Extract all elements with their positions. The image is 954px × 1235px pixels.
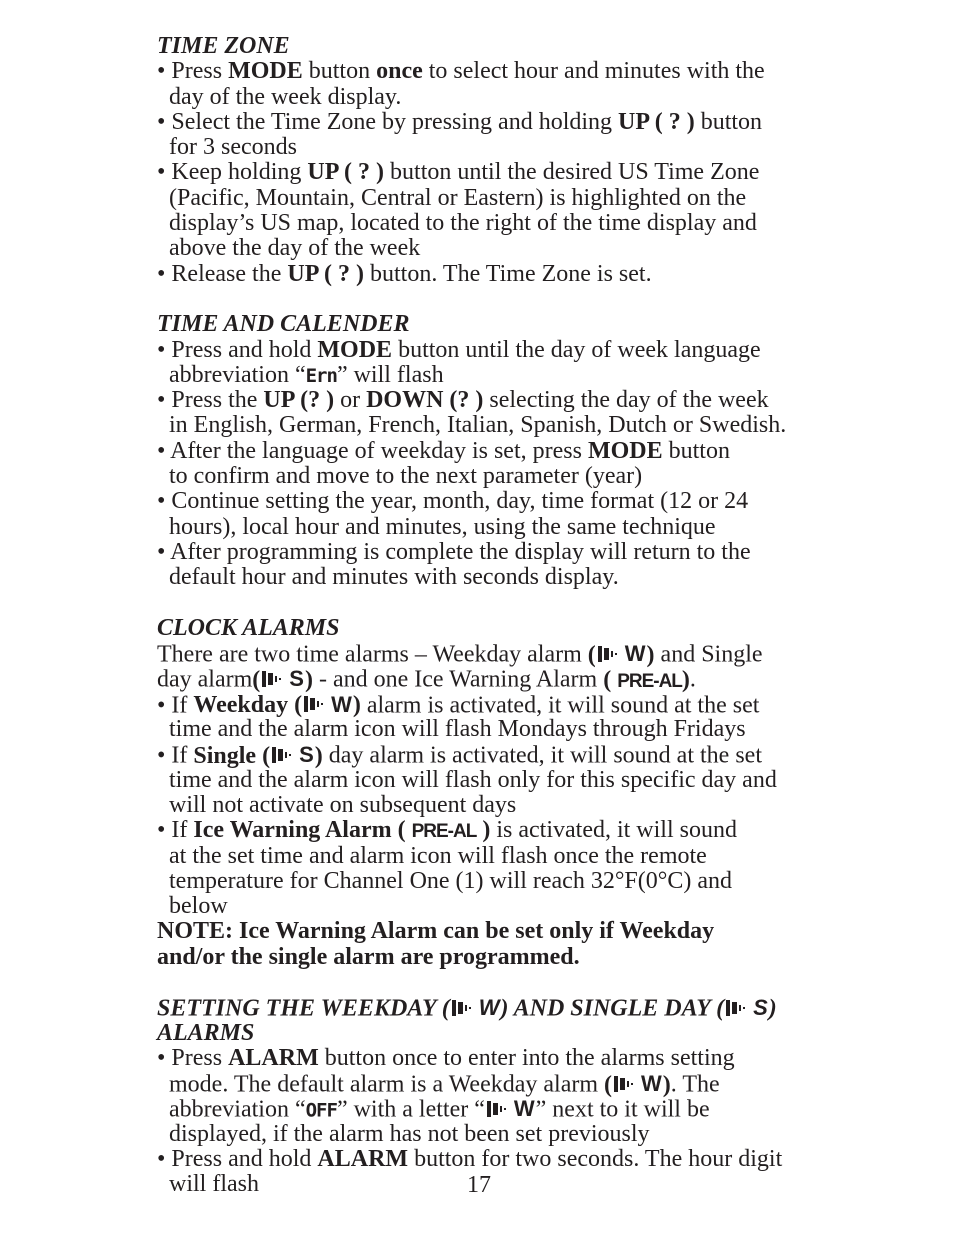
bullet-item: • If Single ( S ) day alarm is activated, it will sound at the set — [157, 742, 762, 769]
bullet-continuation: displayed, if the alarm has not been set previously — [169, 1120, 650, 1147]
bullet-continuation: will flash — [169, 1171, 259, 1198]
weekday-alarm-icon: W — [613, 1071, 662, 1096]
bullet-item: • After programming is complete the display will return to the — [157, 538, 751, 565]
bullet-continuation: time and the alarm icon will flash only for this specific day and — [169, 766, 777, 793]
bullet-item: • If Ice Warning Alarm ( PRE-AL ) is activated, it will sound — [157, 817, 737, 844]
paragraph-line: day alarm( S ) - and one Ice Warning Alarm ( PRE-AL). — [157, 666, 696, 694]
single-alarm-icon: S — [271, 742, 314, 767]
bullet-continuation: day of the week display. — [169, 83, 402, 110]
bullet-continuation: for 3 seconds — [169, 134, 297, 161]
bullet-item: • Keep holding UP ( ? ) button until the desired US Time Zone — [157, 159, 760, 186]
bullet-item: • Press the UP (? ) or DOWN (? ) selecting the day of the week — [157, 387, 769, 414]
bullet-item: • Select the Time Zone by pressing and holding UP ( ? ) button — [157, 108, 763, 135]
section-heading-time-calendar: TIME AND CALENDER — [157, 311, 410, 338]
bullet-item: • If Weekday ( W ) alarm is activated, it will sound at the set — [157, 691, 760, 719]
weekday-alarm-icon: W — [303, 692, 352, 717]
bullet-item: • Release the UP ( ? ) button. The Time Zone is set. — [157, 260, 652, 287]
bullet-item: • After the language of weekday is set, press MODE button — [157, 437, 730, 464]
bullet-continuation: to confirm and move to the next parameter (year) — [169, 463, 643, 490]
weekday-alarm-icon: W — [597, 641, 646, 666]
single-alarm-icon: S — [725, 995, 768, 1020]
spacer — [157, 591, 837, 616]
bullet-continuation: mode. The default alarm is a Weekday alarm ( W ). The — [169, 1071, 720, 1098]
lcd-off-display: OFF — [305, 1100, 337, 1123]
bullet-continuation: abbreviation “OFF” with a letter “ W ” next to it will be — [169, 1096, 710, 1124]
bullet-continuation: in English, German, French, Italian, Spanish, Dutch or Swedish. — [169, 412, 787, 439]
weekday-alarm-icon: W — [486, 1096, 535, 1121]
weekday-alarm-icon: W — [451, 995, 500, 1020]
bullet-continuation: (Pacific, Mountain, Central or Eastern) is highlighted on the — [169, 184, 747, 211]
bullet-continuation: abbreviation “Ern” will flash — [169, 361, 444, 388]
pre-al-icon: PRE-AL — [617, 671, 682, 693]
bullet-continuation: temperature for Channel One (1) will reach 32°F(0°C) and — [169, 867, 733, 894]
bullet-continuation: above the day of the week — [169, 235, 421, 262]
spacer — [157, 970, 837, 995]
bullet-item: • Press and hold MODE button until the day of week language — [157, 336, 761, 363]
bullet-continuation: will not activate on subsequent days — [169, 791, 517, 818]
document-page — [157, 34, 837, 1198]
bullet-continuation: time and the alarm icon will flash Mondays through Fridays — [169, 716, 746, 743]
single-alarm-icon: S — [261, 666, 304, 691]
note-line: and/or the single alarm are programmed. — [157, 943, 580, 970]
bullet-item: • Press MODE button once to select hour and minutes with the — [157, 58, 765, 85]
section-heading-time-zone: TIME ZONE — [157, 33, 290, 59]
section-heading-setting-alarms: SETTING THE WEEKDAY ( W ) AND SINGLE DAY ( S ) — [157, 995, 777, 1022]
note-line: NOTE: Ice Warning Alarm can be set only if Weekday — [157, 918, 715, 945]
spacer — [157, 287, 837, 312]
bullet-continuation: display’s US map, located to the right of the time display and — [169, 210, 757, 237]
bullet-continuation: hours), local hour and minutes, using the same technique — [169, 513, 716, 540]
section-heading-clock-alarms: CLOCK ALARMS — [157, 614, 340, 641]
page-number: 17 — [467, 1172, 491, 1198]
bullet-continuation: at the set time and alarm icon will flash once the remote — [169, 842, 707, 869]
paragraph-line: There are two time alarms – Weekday alarm ( W ) and Single — [157, 641, 763, 668]
bullet-continuation: below — [169, 893, 228, 920]
lcd-language-abbreviation: Ern — [305, 364, 337, 387]
section-heading-setting-alarms-line2: ALARMS — [157, 1019, 255, 1046]
pre-al-icon: PRE-AL — [411, 821, 477, 843]
bullet-item: • Press ALARM button once to enter into the alarms setting — [157, 1044, 735, 1071]
bullet-continuation: default hour and minutes with seconds display. — [169, 564, 619, 591]
bullet-item: • Continue setting the year, month, day, time format (12 or 24 — [157, 488, 749, 515]
bullet-item: • Press and hold ALARM button for two seconds. The hour digit — [157, 1146, 783, 1173]
